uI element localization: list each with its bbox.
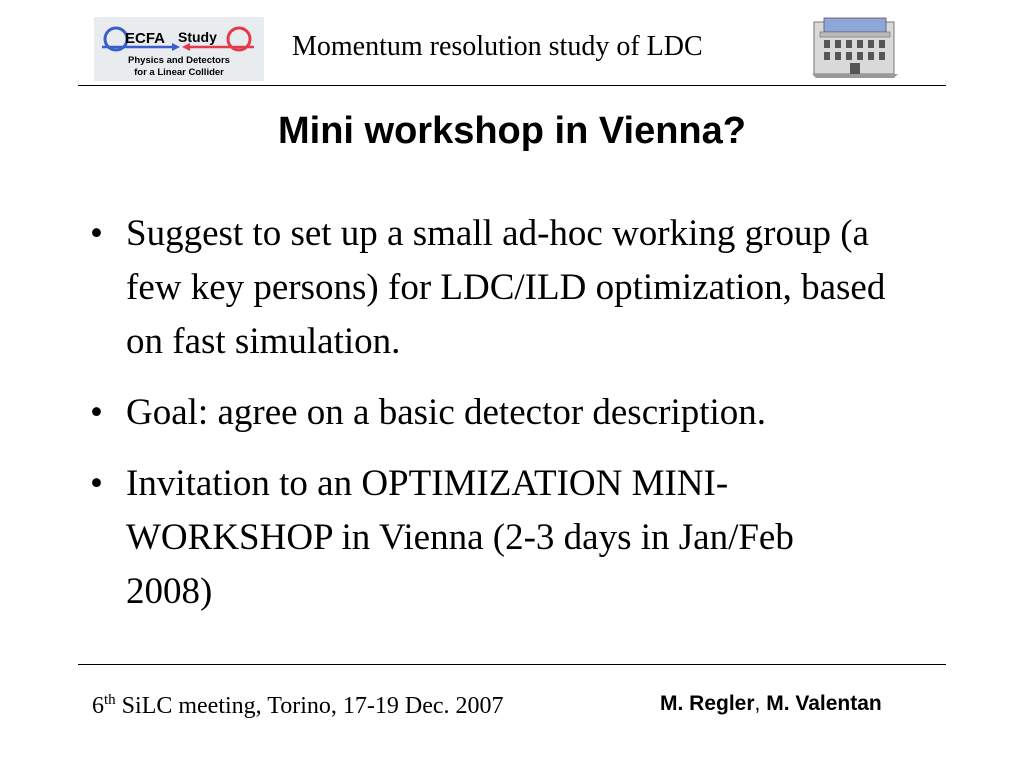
ecfa-study-logo [94, 17, 264, 81]
header-divider [78, 85, 946, 86]
bullet-dot: • [90, 213, 103, 254]
bullet-dot: • [90, 392, 103, 433]
bullet-text: Suggest to set up a small ad-hoc working group (a few key persons) for LDC/ILD optimization, based on fast simulation. [126, 213, 886, 362]
bullet-text: Goal: agree on a basic detector description. [126, 392, 767, 433]
bullet-dot: • [90, 463, 103, 504]
footer-divider [78, 664, 946, 665]
meeting-ordinal: th [104, 692, 116, 708]
building-logo [810, 16, 900, 78]
bullet-item [90, 386, 966, 440]
meeting-details: SiLC meeting, Torino, 17-19 Dec. 2007 [115, 693, 504, 719]
svg-text:ECFA: ECFA [125, 30, 166, 47]
footer-authors [660, 692, 882, 716]
svg-text:for a Linear Collider: for a Linear Collider [134, 67, 224, 78]
svg-text:Physics and Detectors: Physics and Detectors [128, 55, 230, 66]
bullet-text: Invitation to an OPTIMIZATION MINI-WORKSHOP in Vienna (2-3 days in Jan/Feb 2008) [126, 463, 794, 612]
meeting-number: 6 [92, 693, 104, 719]
bullet-item [90, 457, 886, 619]
slide-title: Mini workshop in Vienna? [277, 110, 746, 152]
svg-text:Study: Study [178, 29, 217, 45]
header-title: Momentum resolution study of LDC [292, 31, 703, 62]
author-separator: , [754, 692, 767, 715]
footer-meeting [92, 693, 504, 720]
author-valentan: M. Valentan [766, 692, 882, 715]
bullet-item [90, 207, 916, 369]
bullet-list [90, 207, 970, 636]
author-regler: M. Regler [660, 692, 755, 715]
